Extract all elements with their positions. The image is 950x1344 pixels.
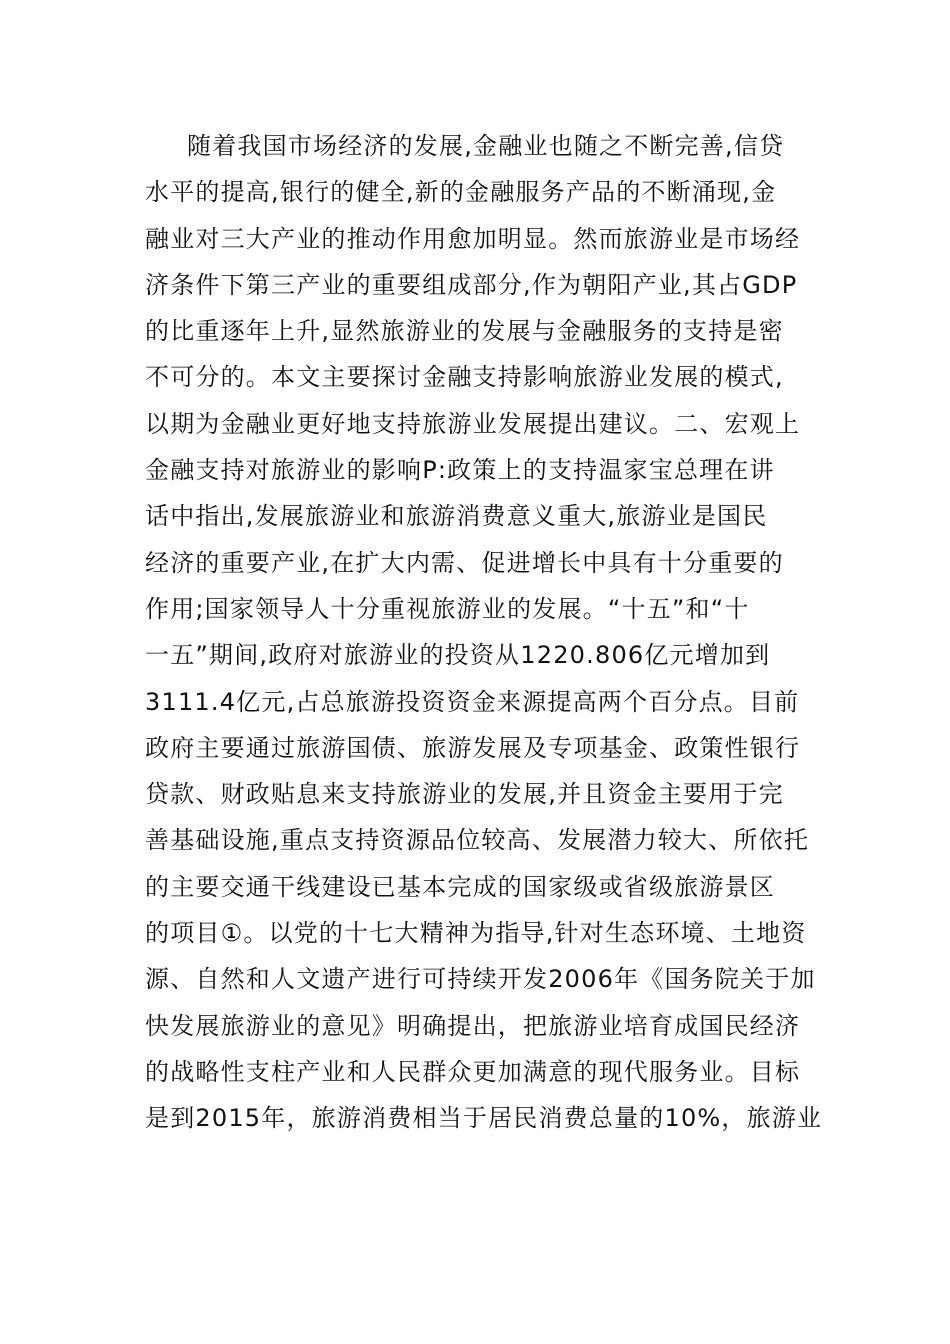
text-line-21: 的战略性支柱产业和人民群众更加满意的现代服务业。目标 — [145, 1057, 801, 1086]
text-line-19: 源、自然和人文遗产进行可持续开发2006年《国务院关于加 — [145, 965, 816, 994]
text-line-9: 话中指出,发展旅游业和旅游消费意义重大,旅游业是国民 — [145, 502, 768, 531]
text-line-8: 金融支持对旅游业的影响P:政策上的支持温家宝总理在讲 — [145, 456, 775, 485]
text-line-16: 善基础设施,重点支持资源品位较高、发展潜力较大、所依托 — [145, 826, 810, 855]
text-line-7: 以期为金融业更好地支持旅游业发展提出建议。二、宏观上 — [145, 409, 801, 438]
text-line-1: 随着我国市场经济的发展,金融业也随之不断完善,信贷 — [187, 132, 785, 160]
text-line-20: 快发展旅游业的意见》明确提出，把旅游业培育成国民经济 — [145, 1011, 801, 1040]
text-line-2: 水平的提高,银行的健全,新的金融服务产品的不断涌现,金 — [145, 178, 777, 207]
text-line-5: 的比重逐年上升,显然旅游业的发展与金融服务的支持是密 — [145, 317, 784, 346]
text-line-10: 经济的重要产业,在扩大内需、促进增长中具有十分重要的 — [145, 548, 784, 577]
text-line-17: 的主要交通干线建设已基本完成的国家级或省级旅游景区 — [145, 872, 775, 901]
text-line-4: 济条件下第三产业的重要组成部分,作为朝阳产业,其占GDP — [145, 270, 798, 299]
text-line-22: 是到2015年，旅游消费相当于居民消费总量的10%，旅游业 — [145, 1104, 823, 1133]
text-line-11: 作用;国家领导人十分重视旅游业的发展。“十五”和“十 — [145, 594, 750, 623]
text-line-13: 3111.4亿元,占总旅游投资资金来源提高两个百分点。目前 — [145, 687, 800, 716]
text-line-14: 政府主要通过旅游国债、旅游发展及专项基金、政策性银行 — [145, 733, 801, 762]
text-line-6: 不可分的。本文主要探讨金融支持影响旅游业发展的模式, — [145, 363, 784, 392]
text-line-18: 的项目①。以党的十七大精神为指导,针对生态环境、土地资 — [145, 919, 807, 948]
text-line-3: 融业对三大产业的推动作用愈加明显。然而旅游业是市场经 — [145, 224, 801, 253]
text-line-15: 贷款、财政贴息来支持旅游业的发展,并且资金主要用于完 — [145, 780, 784, 809]
body-paragraph — [145, 123, 823, 1142]
text-line-12: 一五”期间,政府对旅游业的投资从1220.806亿元增加到 — [145, 641, 771, 670]
